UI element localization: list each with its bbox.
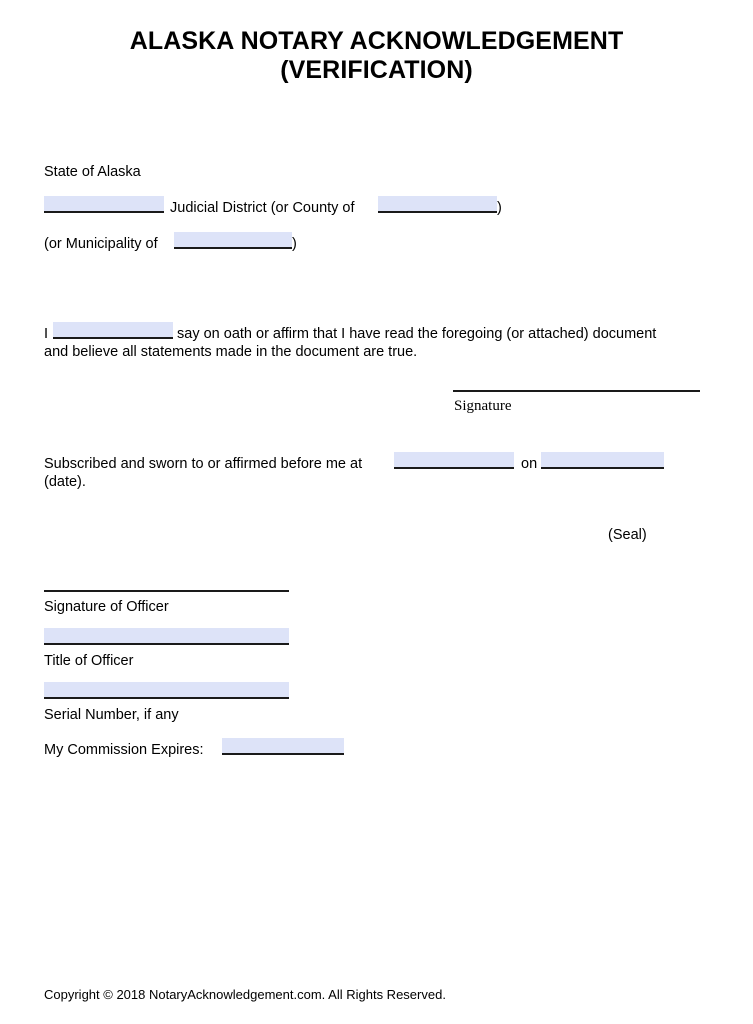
seal-label: (Seal) <box>608 527 647 543</box>
officer-title-caption: Title of Officer <box>44 653 134 669</box>
municipality-input[interactable] <box>174 232 292 249</box>
commission-expires-label: My Commission Expires: <box>44 742 204 758</box>
affiant-name-input[interactable] <box>53 322 173 339</box>
officer-serial-input[interactable] <box>44 682 289 699</box>
judicial-district-label: Judicial District (or County of <box>170 200 355 216</box>
officer-signature-caption: Signature of Officer <box>44 599 169 615</box>
jurat-text-after: (date). <box>44 474 86 490</box>
officer-title-input[interactable] <box>44 628 289 645</box>
copyright-footer: Copyright © 2018 NotaryAcknowledgement.com. All Rights Reserved. <box>44 987 446 1002</box>
title-line-secondary: (VERIFICATION) <box>280 56 473 84</box>
jurat-place-input[interactable] <box>394 452 514 469</box>
oath-lead-in: I <box>44 326 49 342</box>
commission-expires-input[interactable] <box>222 738 344 755</box>
municipality-close-paren: ) <box>292 236 297 252</box>
page-title <box>0 27 753 85</box>
officer-serial-caption: Serial Number, if any <box>44 707 179 723</box>
jurat-text-between: on <box>521 456 538 472</box>
officer-signature-rule[interactable] <box>44 590 289 592</box>
judicial-district-input[interactable] <box>44 196 164 213</box>
county-input[interactable] <box>378 196 497 213</box>
jurat-text-before-place: Subscribed and sworn to or affirmed before me at <box>44 456 363 472</box>
judicial-district-close-paren: ) <box>497 200 502 216</box>
state-of-alaska-label: State of Alaska <box>44 164 141 180</box>
signature-caption: Signature <box>454 398 512 414</box>
municipality-label: (or Municipality of <box>44 236 158 252</box>
signature-rule[interactable] <box>453 390 700 392</box>
oath-text-line-1: say on oath or affirm that I have read the foregoing (or attached) document <box>177 326 657 342</box>
title-line-primary: ALASKA NOTARY ACKNOWLEDGEMENT <box>129 27 624 55</box>
oath-text-line-2: and believe all statements made in the document are true. <box>44 344 418 360</box>
jurat-date-input[interactable] <box>541 452 664 469</box>
